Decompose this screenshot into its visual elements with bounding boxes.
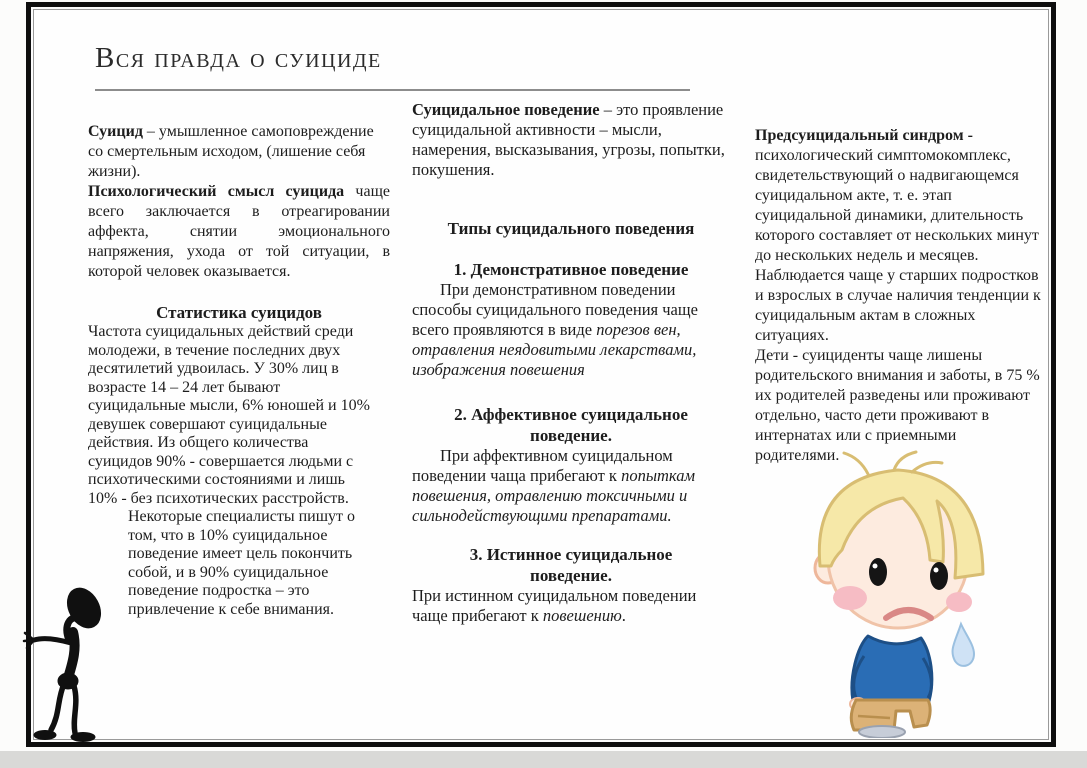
column-right bbox=[755, 126, 1043, 466]
paragraph-statistics: Частота суицидальных действий среди молодежи, в течение последних двух десятилетий удвоилась. У 30% лиц в возрасте 14 – 24 лет бывают суицидальные мысли, 6% юношей и 10% девушек совершают суицидальные действия. Из общего количества суицидов 90% - совершается людьми с психотическими состояниями и лишь 10% - без психотических расстройств. Некоторые специалисты пишут о том, что в 10% суицидальное поведение имеет цель покончить собой, и в 90% суицидальное поведение подростка – это привлечение к себе внимания. bbox=[88, 323, 374, 619]
paragraph-psychological-meaning: Психологический смысл суицида чаще всего заключается в отреагировании аффекта, снятии эмоционального напряжения, ухода от той ситуации, в которой человек оказывается. bbox=[88, 183, 390, 280]
thinking-person-silhouette bbox=[22, 586, 128, 746]
heading-demonstrative-behavior: 1. Демонстративное поведение bbox=[453, 260, 689, 279]
heading-suicide-statistics: Статистика суицидов bbox=[156, 303, 322, 322]
paragraph-suicidal-behavior-definition: Суицидальное поведение – это проявление суицидальной активности – мысли, намерения, высказывания, угрозы, попытки, покушения. bbox=[412, 100, 725, 179]
paragraph-children-suicidents: Дети - суициденты чаще лишены родительского внимания и заботы, в 75 % их родителей разведены или проживают отдельно, часто дети проживают в интернатах или с приемными родителями. bbox=[755, 347, 1040, 464]
crying-boy-cartoon bbox=[798, 448, 994, 738]
paragraph-demonstrative-behavior: При демонстративном поведении способы суицидального поведения чаще всего проявляются в виде порезов вен, отравления неядовитыми лекарствами, изображения повешения bbox=[412, 280, 698, 379]
paragraph-true-behavior: При истинном суицидальном поведении чаще прибегают к повешению. bbox=[412, 586, 697, 625]
page-title: Вся правда о суициде bbox=[95, 42, 382, 74]
paragraph-affective-behavior: При аффективном суицидальном поведении чаща прибегают к попыткам повешения, отравлению токсичными и сильнодействующими препаратами. bbox=[412, 446, 696, 525]
column-middle bbox=[412, 100, 730, 626]
heading-affective-behavior: 2. Аффективное суицидальное поведение. bbox=[454, 405, 688, 445]
column-left bbox=[88, 122, 390, 663]
heading-true-behavior: 3. Истинное суицидальное поведение. bbox=[469, 545, 673, 585]
title-rule bbox=[95, 89, 690, 91]
scan-bottom-edge bbox=[0, 751, 1087, 768]
paragraph-presuicidal-syndrome: Предсуицидальный синдром - психологический симптомокомплекс, свидетельствующий о надвигающемся суицидальном акте, т. е. этап суицидальной динамики, длительность которого составляет от нескольких минут до нескольких недель и месяцев. Наблюдается чаще у старших подростков и взрослых в случае наличия тенденции к суицидальным актам в сложных ситуациях. bbox=[755, 127, 1041, 344]
heading-behavior-types: Типы суицидального поведения bbox=[447, 219, 695, 238]
paragraph-suicide-definition: Суицид – умышленное самоповреждение со смертельным исходом, (лишение себя жизни). bbox=[88, 123, 374, 180]
